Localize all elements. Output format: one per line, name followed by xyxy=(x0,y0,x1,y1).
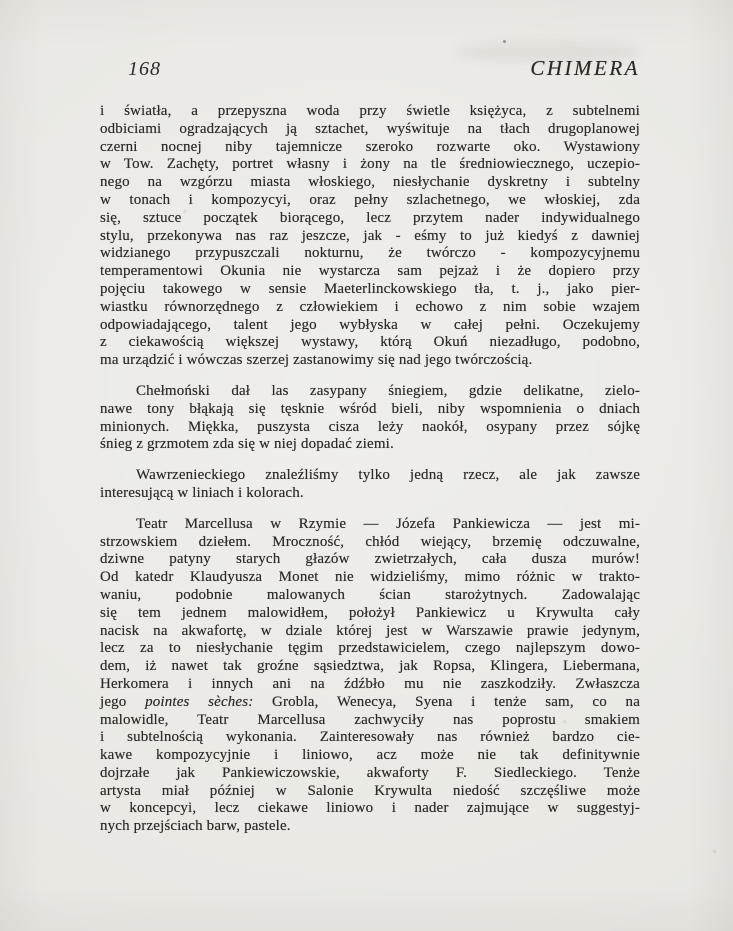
text-line: pojęciu takowego w sensie Maeterlinckowskiego tła, t. j., jako pier- xyxy=(100,280,640,297)
text-line: interesującą w liniach i kolorach. xyxy=(100,484,304,501)
text-line: odpowiadającego, talent jego wybłyska w całej pełni. Oczekujemy xyxy=(100,316,640,333)
page-number: 168 xyxy=(128,58,161,80)
text-line: w tonach i kompozycyi, oraz pełny szlachetnego, we włoskiej, zda xyxy=(100,191,640,208)
text-line: strzowskiem dziełem. Mroczność, chłód wiejący, brzemię odczuwalne, xyxy=(100,533,640,550)
text-line: widzianego przypuszczali nokturnu, że twórczo - kompozycyjnemu xyxy=(100,245,640,262)
text-line: dziwne patyny starych głazów zwietrzałych, cała dusza murów! xyxy=(100,551,640,568)
text-line: minionych. Miękka, puszysta cisza leży naokół, osypany przez sójkę xyxy=(100,418,640,435)
text-line: Teatr Marcellusa w Rzymie — Józefa Pankiewicza — jest mi- xyxy=(136,515,640,532)
text-line: artysta miał później w Salonie Krywulta niedość szczęśliwe może xyxy=(100,782,640,799)
paragraph xyxy=(100,103,640,370)
text-line: stylu, przekonywa nas raz jeszcze, jak - eśmy to już kiedyś z dawniej xyxy=(100,227,640,244)
text-line: śnieg z grzmotem zda się w niej dopadać ziemi. xyxy=(100,436,394,453)
text-line: i światła, a przepyszna woda przy świetle księżyca, z subtelnemi xyxy=(100,103,640,119)
text-line: Od katedr Klaudyusza Monet nie widzieliśmy, mimo różnic w trakto- xyxy=(100,569,640,586)
text-line: nych przejściach barw, pastele. xyxy=(100,818,291,835)
page-header xyxy=(100,56,640,81)
text-line: malowidle, Teatr Marcellusa zachwyciły nas poprostu smakiem xyxy=(100,711,640,728)
text-column xyxy=(100,103,640,836)
text-line: ma urządzić i wówczas szerzej zastanowimy się nad jego twórczością. xyxy=(100,352,533,369)
text-line: Wawrzenieckiego znaleźliśmy tylko jedną rzecz, ale jak zawsze xyxy=(136,467,640,484)
text-line: nawe tony błąkają się tęsknie wśród bieli, niby wspomnienia o dniach xyxy=(100,400,640,417)
text-line: Herkomera i innych ani na źdźbło mu nie zaszkodziły. Zwłaszcza xyxy=(100,675,640,692)
text-line: dojrzałe jak Pankiewiczowskie, akwaforty F. Siedleckiego. Tenże xyxy=(100,764,640,781)
paragraph xyxy=(100,516,640,836)
text-line: czerni nocnej niby tajemnicze szeroko rozwarte oko. Wystawiony xyxy=(100,138,640,155)
text-line: kawe kompozycyjnie i liniowo, acz może nie tak definitywnie xyxy=(100,747,640,764)
text-line: wiastku równorzędnego z człowiekiem i echowo z nim sobie wzajem xyxy=(100,298,640,315)
text-line: w koncepcyi, lecz ciekawe liniowo i nader zajmujące w suggestyj- xyxy=(100,800,640,817)
paragraph xyxy=(100,383,640,454)
journal-title: CHIMERA xyxy=(530,56,640,80)
text-line: dem, iż nawet tak groźne sąsiedztwa, jak Ropsa, Klingera, Liebermana, xyxy=(100,658,640,675)
text-line: odbiciami ogradzających ją sztachet, wyśwituje na tłach drugoplanowej xyxy=(100,120,640,137)
text-line: się, sztuce początek biorącego, lecz przytem nader indywidualnego xyxy=(100,209,640,226)
ink-speck xyxy=(503,40,506,43)
text-line: nego na wzgórzu miasta włoskiego, niesłychanie dyskretny i subtelny xyxy=(100,174,640,191)
text-line: jego pointes sèches: Grobla, Wenecya, Syena i tenże sam, co na xyxy=(100,693,640,710)
text-line: lecz za to niesłychanie tęgim przedstawicielem, czego najlepszym dowo- xyxy=(100,640,640,657)
text-line: i subtelnością wykonania. Zainteresowały nas również bardzo cie- xyxy=(100,729,640,746)
text-line: waniu, podobnie malowanych ścian starożytnych. Zadowalając xyxy=(100,586,640,603)
text-line: się tem jednem malowidłem, położył Pankiewicz u Krywulta cały xyxy=(100,604,640,621)
text-line: nacisk na akwafortę, w dziale której jest w Warszawie prawie jedynym, xyxy=(100,622,640,639)
text-line: Chełmoński dał las zasypany śniegiem, gdzie delikatne, zielo- xyxy=(136,382,640,399)
paragraph xyxy=(100,467,640,503)
text-line: w Tow. Zachęty, portret własny i żony na tle średniowiecznego, uczepio- xyxy=(100,156,640,173)
text-line: temperamentowi Okunia nie wystarcza sam pejzaż i że dopiero przy xyxy=(100,263,640,280)
text-line: z ciekawością większej wystawy, którą Okuń niezadługo, podobno, xyxy=(100,334,640,351)
